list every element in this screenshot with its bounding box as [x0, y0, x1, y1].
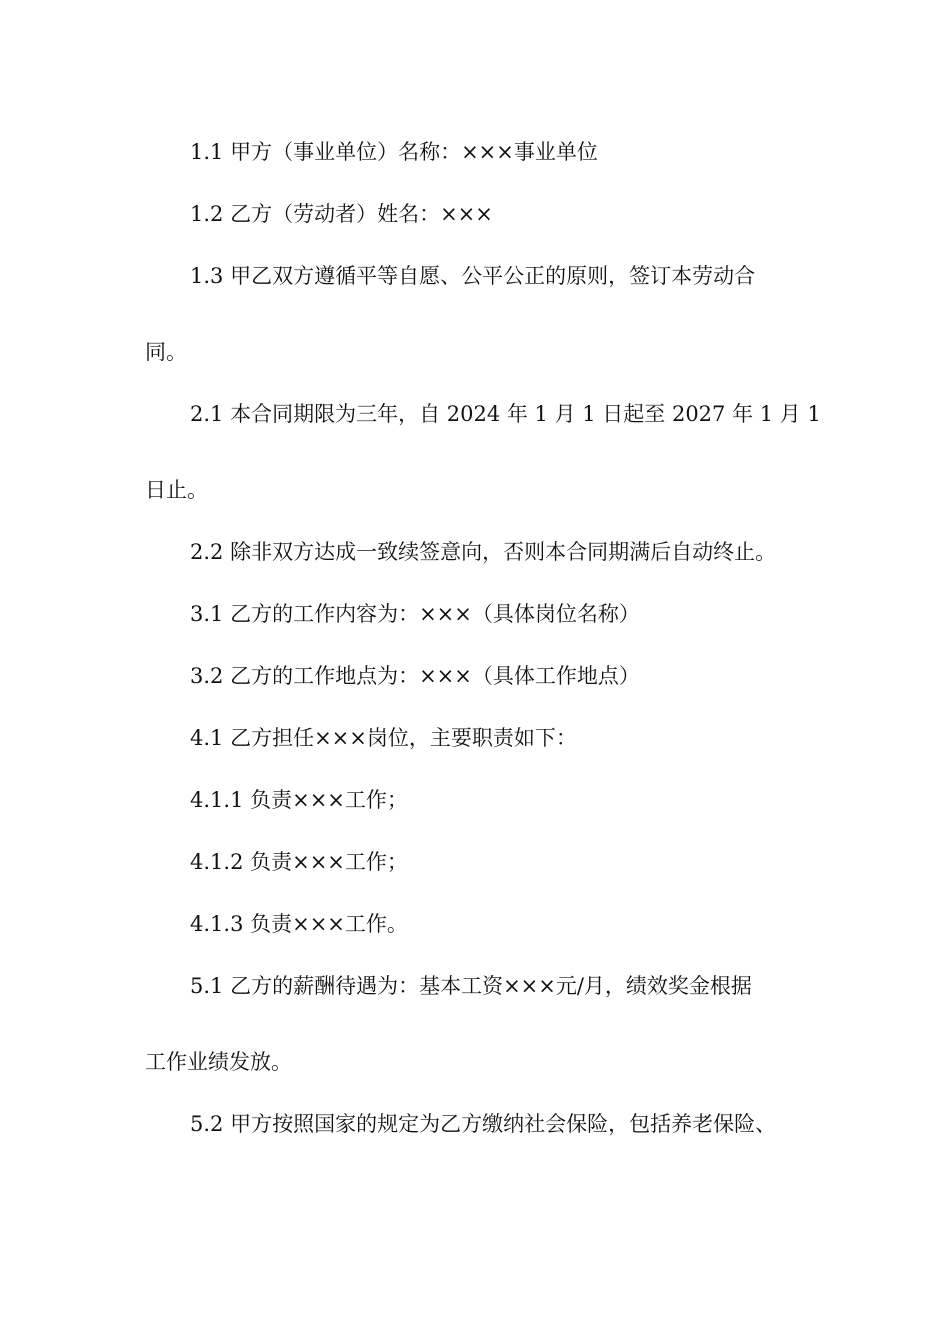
clause-2-1-continued [145, 478, 825, 502]
clause-1-2 [145, 202, 825, 226]
clause-3-1 [145, 602, 825, 626]
clause-text: 5.2 甲方按照国家的规定为乙方缴纳社会保险，包括养老保险、 [190, 1112, 777, 1136]
clause-text: 4.1.2 负责×××工作； [190, 850, 408, 874]
clause-text: 2.2 除非双方达成一致续签意向，否则本合同期满后自动终止。 [190, 540, 777, 564]
clause-4-1-2 [145, 850, 825, 874]
clause-5-1 [145, 974, 825, 998]
clause-1-3 [145, 264, 825, 288]
clause-text-continued: 同。 [145, 340, 187, 364]
clause-text: 4.1.3 负责×××工作。 [190, 912, 408, 936]
clause-4-1-1 [145, 788, 825, 812]
clause-text: 1.1 甲方（事业单位）名称：×××事业单位 [190, 140, 598, 164]
clause-3-2 [145, 664, 825, 688]
clause-1-3-continued [145, 340, 825, 364]
clause-1-1 [145, 140, 825, 164]
clause-text: 1.2 乙方（劳动者）姓名：××× [190, 202, 493, 226]
clause-2-2 [145, 540, 825, 564]
clause-text-continued: 工作业绩发放。 [145, 1050, 292, 1074]
clause-text: 1.3 甲乙双方遵循平等自愿、公平公正的原则，签订本劳动合 [190, 264, 756, 288]
clause-text: 3.2 乙方的工作地点为：×××（具体工作地点） [190, 664, 640, 688]
clause-4-1 [145, 726, 825, 750]
clause-5-2 [145, 1112, 825, 1136]
clause-text: 4.1 乙方担任×××岗位，主要职责如下： [190, 726, 577, 750]
clause-4-1-3 [145, 912, 825, 936]
clause-text-continued: 日止。 [145, 478, 208, 502]
clause-text: 5.1 乙方的薪酬待遇为：基本工资×××元/月，绩效奖金根据 [190, 974, 752, 998]
clause-text: 3.1 乙方的工作内容为：×××（具体岗位名称） [190, 602, 640, 626]
clause-5-1-continued [145, 1050, 825, 1074]
clause-2-1 [145, 402, 825, 426]
clause-text: 4.1.1 负责×××工作； [190, 788, 408, 812]
clause-text: 2.1 本合同期限为三年，自 2024 年 1 月 1 日起至 2027 年 1 月 1 [190, 402, 821, 426]
